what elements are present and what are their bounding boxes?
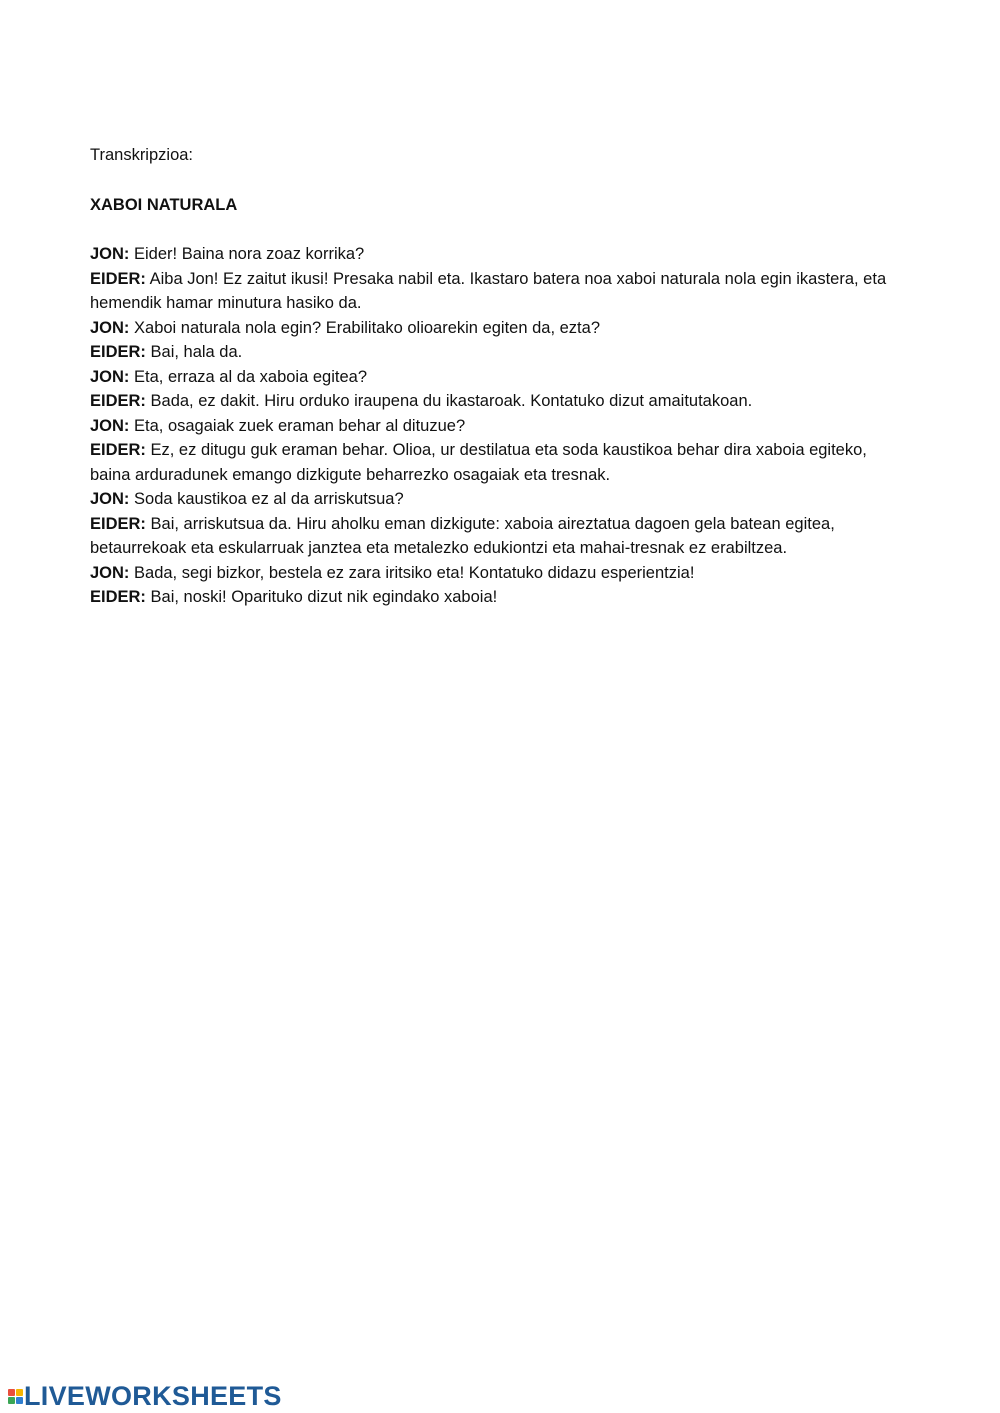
speaker-label: EIDER: — [90, 392, 146, 410]
line-text: Aiba Jon! Ez zaitut ikusi! Presaka nabil eta. Ikastaro batera noa xaboi naturala nola egin ikastera, eta hemendik hamar minutura hasiko da. — [90, 269, 887, 312]
liveworksheets-logo-icon — [8, 1389, 23, 1404]
speaker-label: JON: — [90, 318, 130, 337]
logo-square-yellow — [16, 1389, 23, 1396]
dialogue-line — [90, 389, 890, 414]
line-text: Eider! Baina nora zoaz korrika? — [129, 245, 365, 263]
dialogue-line — [90, 536, 890, 561]
footer-logo[interactable] — [8, 1382, 282, 1410]
logo-square-red — [8, 1389, 15, 1396]
line-text: Bai, arriskutsua da. Hiru aholku eman dizkigute: xaboia aireztatua dagoen gela batean egitea, — [145, 514, 835, 533]
dialogue-line — [90, 487, 890, 512]
intro-label: Transkripzioa: — [90, 146, 194, 164]
logo-text: LIVEWORKSHEETS — [24, 1381, 282, 1411]
speaker-label: EIDER: — [90, 441, 146, 459]
line-text: Bai, hala da. — [145, 343, 243, 361]
dialogue-line — [90, 242, 890, 267]
speaker-label: JON: — [90, 367, 130, 386]
speaker-label: JON: — [90, 416, 130, 435]
dialogue-line — [90, 512, 890, 537]
line-text: Eta, erraza al da xaboia egitea? — [129, 367, 367, 386]
document-page — [90, 143, 890, 610]
dialogue-line — [90, 414, 890, 439]
speaker-label: JON: — [90, 490, 130, 508]
line-text: Ez, ez ditugu guk eraman behar. Olioa, ur destilatua eta soda kaustikoa behar dira xaboia egiteko, baina arduradunek emango dizkigute beharrezko osagaiak eta tresnak. — [90, 441, 867, 484]
speaker-label: EIDER: — [90, 588, 146, 606]
dialogue-line — [90, 340, 890, 365]
line-text: Eta, osagaiak zuek eraman behar al dituzue? — [129, 416, 466, 435]
speaker-label: EIDER: — [90, 514, 146, 533]
speaker-label: JON: — [90, 563, 130, 582]
dialogue-line — [90, 561, 890, 586]
line-text: Bai, noski! Oparituko dizut nik egindako xaboia! — [145, 588, 498, 606]
speaker-label: EIDER: — [90, 343, 146, 361]
dialogue-line — [90, 316, 890, 341]
logo-square-blue — [16, 1397, 23, 1404]
line-text: Bada, segi bizkor, bestela ez zara iritsiko eta! Kontatuko didazu esperientzia! — [129, 563, 695, 582]
document-title: XABOI NATURALA — [90, 195, 238, 214]
dialogue-line — [90, 365, 890, 390]
line-text: betaurrekoak eta eskularruak janztea eta metalezko edukiontzi eta mahai-tresnak ez erabiltzea. — [90, 539, 788, 557]
dialogue — [90, 242, 890, 610]
line-text: Bada, ez dakit. Hiru orduko iraupena du ikastaroak. Kontatuko dizut amaitutakoan. — [145, 392, 753, 410]
logo-square-green — [8, 1397, 15, 1404]
dialogue-line — [90, 585, 890, 610]
speaker-label: JON: — [90, 245, 130, 263]
dialogue-line — [90, 267, 890, 316]
line-text: Soda kaustikoa ez al da arriskutsua? — [129, 490, 404, 508]
speaker-label: EIDER: — [90, 269, 146, 288]
dialogue-line — [90, 438, 890, 487]
line-text: Xaboi naturala nola egin? Erabilitako olioarekin egiten da, ezta? — [129, 318, 600, 337]
